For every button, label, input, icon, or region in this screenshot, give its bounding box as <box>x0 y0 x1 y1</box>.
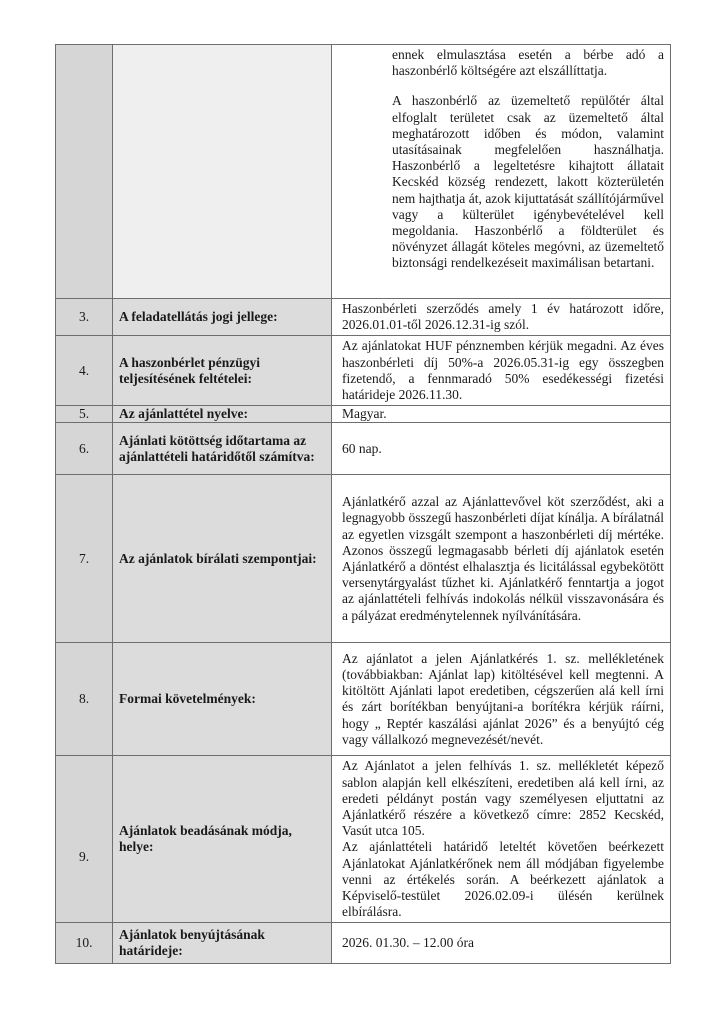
row-number: 3. <box>56 299 113 336</box>
table-row <box>56 643 671 756</box>
table-row <box>56 336 671 406</box>
continuation-paragraph-2: A haszonbérlő az üzemeltető repülőtér által elfoglalt területet csak az üzemeltető által meghatározott időben és módon, valamint utasításainak megfelelően használhatja. Haszonbérlő a legeltetésre kihajtott állatait Kecskéd község rendezett, lakott közterületén nem hajthatja át, azok kijuttatását szállítójárművel vagy a külterület igénybevételével kell megoldania. Haszonbérlő a földterület és növényzet állagát köteles megóvni, az üzemeltető biztonsági rendelkezéseit maximálisan betartani. <box>392 93 664 271</box>
row-label: Ajánlatok benyújtásának határideje: <box>113 923 332 964</box>
table-row <box>56 423 671 475</box>
row-label: Ajánlatok beadásának módja, helye: <box>113 756 332 923</box>
row-number-cell <box>56 45 113 299</box>
row-label-cell <box>113 45 332 299</box>
table-row <box>56 475 671 643</box>
row-value: 60 nap. <box>332 423 671 475</box>
continuation-paragraph-1: ennek elmulasztása esetén a bérbe adó a haszonbérlő költségére azt elszállíttatja. <box>392 47 664 79</box>
table-row <box>56 923 671 964</box>
row-label: Ajánlati kötöttség időtartama az ajánlattételi határidőtől számítva: <box>113 423 332 475</box>
row-value-paragraph-2: Az ajánlattételi határidő leteltét követően beérkezett Ajánlatokat Ajánlatkérőnek nem áll módjában figyelembe venni az értékelés során. A beérkezett ajánlatok a Képviselő-testület 2026.02.09-i ülésén kerülnek elbírálásra. <box>342 839 664 920</box>
row-value: Az ajánlatokat HUF pénznemben kérjük megadni. Az éves haszonbérleti díj 50%-a 2026.05.31-ig egy összegben fizetendő, a fennmaradó 50% esedékességi fizetési határideje 2026.11.30. <box>332 336 671 406</box>
row-value: Haszonbérleti szerződés amely 1 év határozott időre, 2026.01.01-től 2026.12.31-ig szól. <box>332 299 671 336</box>
row-number: 4. <box>56 336 113 406</box>
row-label: Az ajánlatok bírálati szempontjai: <box>113 475 332 643</box>
row-number: 5. <box>56 406 113 423</box>
row-value: 2026. 01.30. – 12.00 óra <box>332 923 671 964</box>
row-value <box>332 756 671 923</box>
table-row-continuation <box>56 45 671 299</box>
row-value: Magyar. <box>332 406 671 423</box>
row-number: 6. <box>56 423 113 475</box>
row-label: Az ajánlattétel nyelve: <box>113 406 332 423</box>
row-value-paragraph-1: Az Ajánlatot a jelen felhívás 1. sz. mellékletét képező sablon alapján kell elkészíteni, eredetiben alá kell írni, az eredeti példányt postán vagy személyesen eljuttatni az Ajánlatkérő részére a következő címre: 2852 Kecskéd, Vasút utca 105. <box>342 758 664 839</box>
row-value: Ajánlatkérő azzal az Ajánlattevővel köt szerződést, aki a legnagyobb összegű haszonbérleti díjat kínálja. A bírálatnál az egyetlen vizsgált szempont a haszonbérleti díj mértéke. Azonos összegű legmagasabb bérleti díj ajánlatok esetén Ajánlatkérő a döntést elhalasztja és licitálással egybekötött versenytárgyalást tűzhet ki. Ajánlatkérő fenntartja a jogot az ajánlattételi felhívás indokolás nélkül visszavonására és a pályázat eredménytelennek nyílvánítására. <box>332 475 671 643</box>
row-value-cell <box>332 45 671 299</box>
row-label: A haszonbérlet pénzügyi teljesítésének feltételei: <box>113 336 332 406</box>
table-row <box>56 299 671 336</box>
row-number: 8. <box>56 643 113 756</box>
row-number: 10. <box>56 923 113 964</box>
table-row <box>56 406 671 423</box>
row-number: 9. <box>56 756 113 923</box>
row-value: Az ajánlatot a jelen Ajánlatkérés 1. sz. mellékletének (továbbiakban: Ajánlat lap) kitöltésével kell megtenni. A kitöltött Ajánlati lapot eredetiben, cégszerűen alá kell írni és zárt borítékban benyújtani-a borítékra kérjük ráírni, hogy „ Reptér kaszálási ajánlat 2026” és a benyújtó cég vagy vállalkozó megnevezését/nevét. <box>332 643 671 756</box>
table-row <box>56 756 671 923</box>
row-number: 7. <box>56 475 113 643</box>
row-label: A feladatellátás jogi jellege: <box>113 299 332 336</box>
requirements-table <box>55 44 671 964</box>
row-label: Formai követelmények: <box>113 643 332 756</box>
